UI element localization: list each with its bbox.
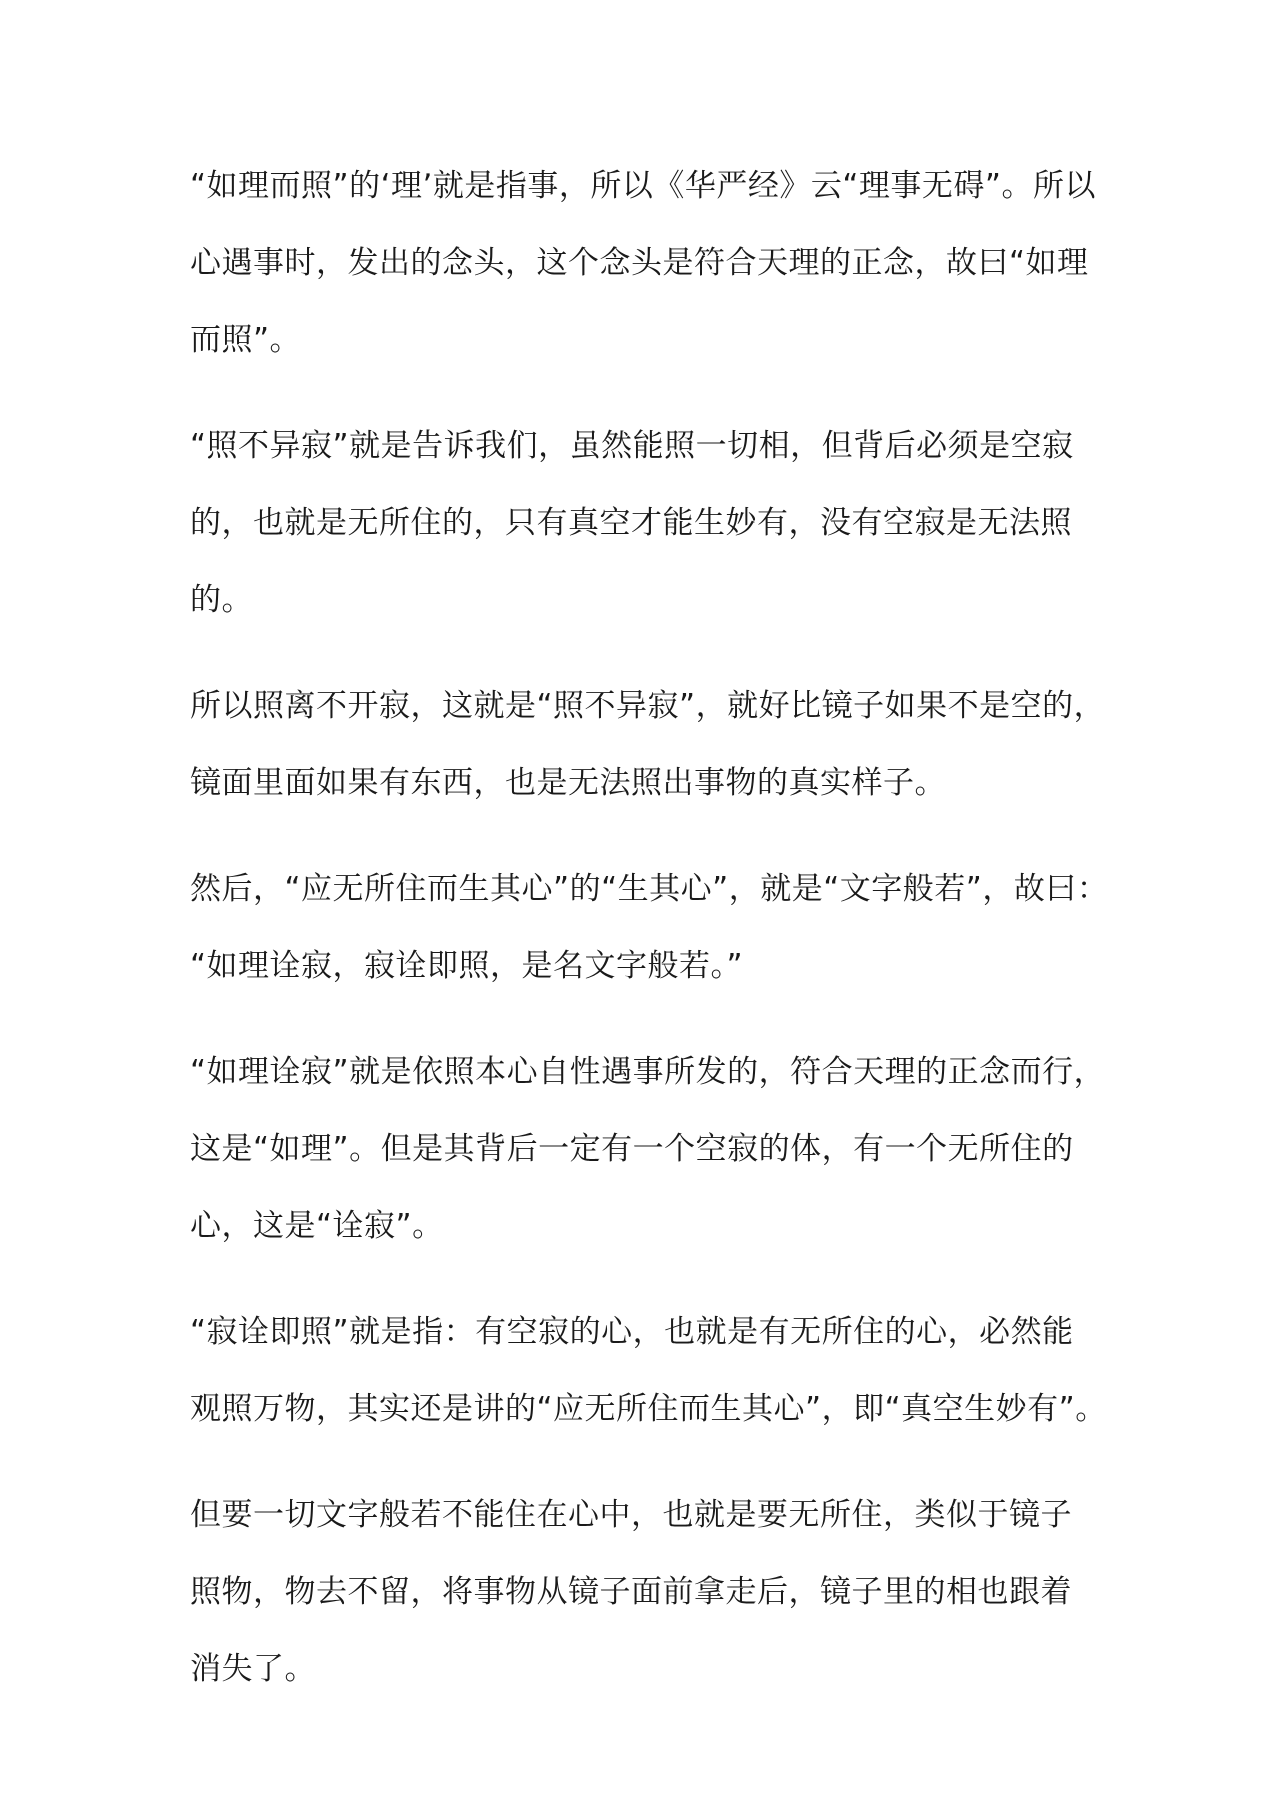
text-line: 但要一切文字般若不能住在心中，也就是要无所住，类似于镜子 bbox=[190, 1497, 1072, 1533]
paragraph bbox=[190, 1034, 1106, 1265]
text-line: 消失了。 bbox=[190, 1651, 316, 1687]
paragraph bbox=[190, 408, 1090, 639]
paragraph bbox=[190, 148, 1096, 379]
text-line: 而照”。 bbox=[190, 322, 302, 358]
text-line: “照不异寂”就是告诉我们，虽然能照一切相，但背后必须是空寂 bbox=[190, 428, 1074, 464]
text-line: 心，这是“诠寂”。 bbox=[190, 1208, 444, 1244]
text-line: “如理诠寂”就是依照本心自性遇事所发的，符合天理的正念而行， bbox=[190, 1054, 1106, 1090]
text-line: 所以照离不开寂，这就是“照不异寂”，就好比镜子如果不是空的， bbox=[190, 688, 1106, 724]
paragraph bbox=[190, 851, 1109, 1005]
paragraph bbox=[190, 1477, 1090, 1708]
text-line: 镜面里面如果有东西，也是无法照出事物的真实样子。 bbox=[190, 765, 946, 801]
text-line: 的。 bbox=[190, 582, 253, 618]
paragraph bbox=[190, 1294, 1107, 1448]
text-line: “寂诠即照”就是指：有空寂的心，也就是有无所住的心，必然能 bbox=[190, 1314, 1074, 1350]
text-line: 观照万物，其实还是讲的“应无所住而生其心”，即“真空生妙有”。 bbox=[190, 1391, 1107, 1427]
text-line: “如理诠寂，寂诠即照，是名文字般若。” bbox=[190, 948, 744, 984]
text-line: 的，也就是无所住的，只有真空才能生妙有，没有空寂是无法照 bbox=[190, 505, 1072, 541]
text-line: 照物，物去不留，将事物从镜子面前拿走后，镜子里的相也跟着 bbox=[190, 1574, 1072, 1610]
text-line: 然后，“应无所住而生其心”的“生其心”，就是“文字般若”，故曰： bbox=[190, 871, 1109, 907]
text-line: “如理而照”的‘理’就是指事，所以《华严经》云“理事无碍”。所以 bbox=[190, 168, 1096, 204]
text-line: 心遇事时，发出的念头，这个念头是符合天理的正念，故曰“如理 bbox=[190, 245, 1089, 281]
document-body bbox=[190, 148, 1109, 1737]
text-line: 这是“如理”。但是其背后一定有一个空寂的体，有一个无所住的 bbox=[190, 1131, 1074, 1167]
paragraph bbox=[190, 668, 1106, 822]
